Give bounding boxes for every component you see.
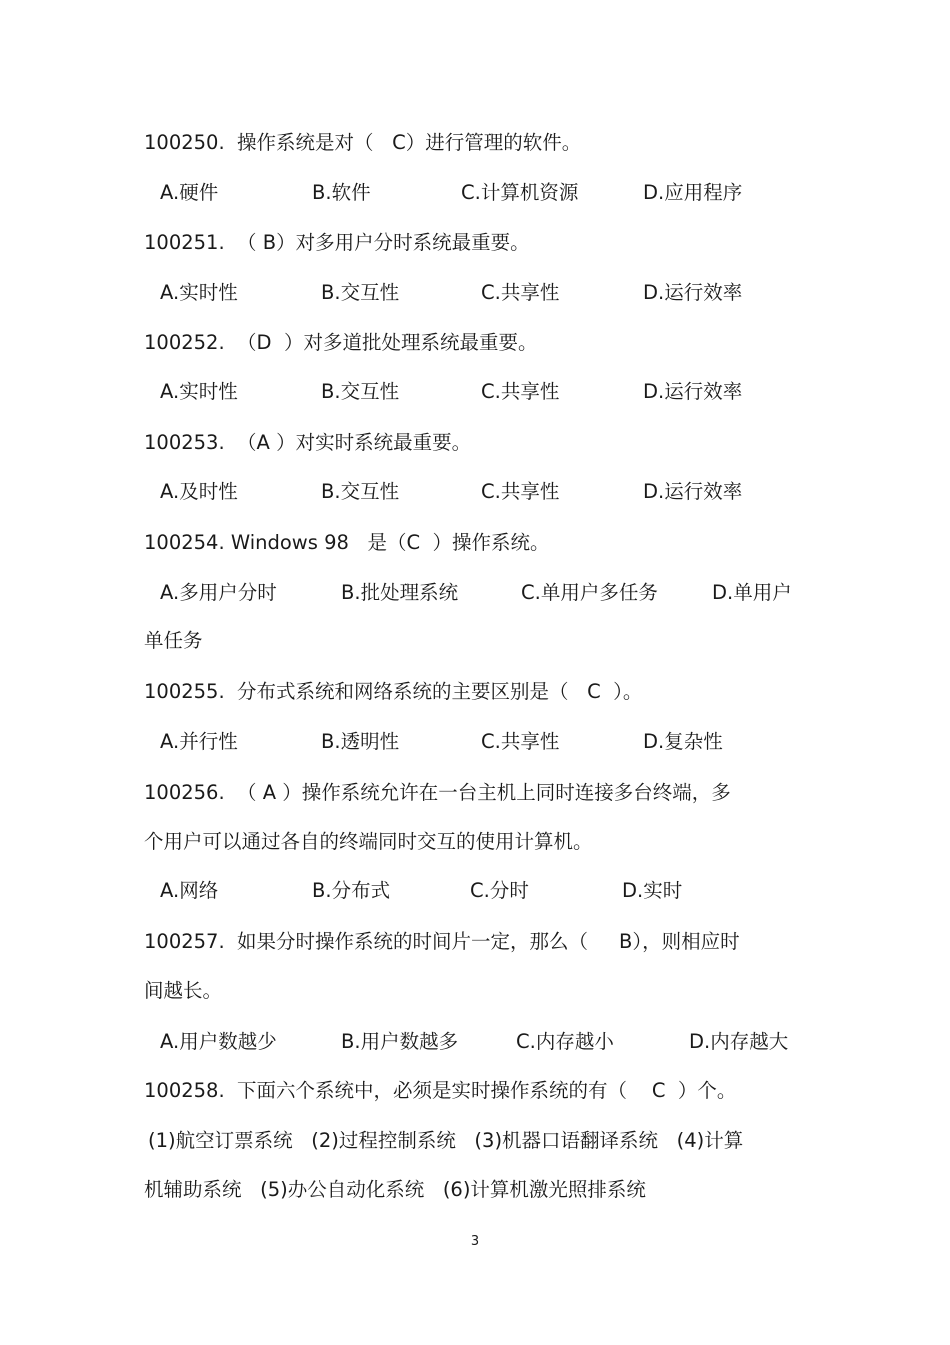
question-100256-option-c: C.分时 xyxy=(470,879,529,902)
question-100255-option-c: C.共享性 xyxy=(481,730,560,753)
question-100252-stem: 100252. （D ）对多道批处理系统最重要。 xyxy=(144,331,538,354)
question-100255-stem: 100255. 分布式系统和网络系统的主要区别是（ C ）。 xyxy=(144,680,643,703)
question-100252-option-b: B.交互性 xyxy=(321,380,400,403)
question-100251-option-d: D.运行效率 xyxy=(643,281,743,304)
question-100257-stem-continued: 间越长。 xyxy=(144,979,223,1002)
question-100256-stem-continued: 个用户可以通过各自的终端同时交互的使用计算机。 xyxy=(144,830,593,853)
question-100253-stem: 100253. （A ）对实时系统最重要。 xyxy=(144,431,472,454)
question-100257-option-c: C.内存越小 xyxy=(516,1030,614,1053)
question-100256-stem: 100256. （ A ）操作系统允许在一台主机上同时连接多台终端，多 xyxy=(144,781,731,804)
question-100252-option-d: D.运行效率 xyxy=(643,380,743,403)
question-100254-option-d: D.单用户 xyxy=(712,581,792,604)
question-100258-stem: 100258. 下面六个系统中，必须是实时操作系统的有（ C ）个。 xyxy=(144,1079,737,1102)
question-100253-option-d: D.运行效率 xyxy=(643,480,743,503)
question-100254-option-c: C.单用户多任务 xyxy=(521,581,658,604)
question-100255-option-d: D.复杂性 xyxy=(643,730,723,753)
question-100257-option-b: B.用户数越多 xyxy=(341,1030,459,1053)
question-100251-option-a: A.实时性 xyxy=(160,281,238,304)
question-100255-option-a: A.并行性 xyxy=(160,730,238,753)
question-100254-option-b: B.批处理系统 xyxy=(341,581,459,604)
question-100251-stem: 100251. （ B）对多用户分时系统最重要。 xyxy=(144,231,530,254)
question-100253-option-a: A.及时性 xyxy=(160,480,238,503)
question-100256-option-d: D.实时 xyxy=(622,879,683,902)
question-100251-option-b: B.交互性 xyxy=(321,281,400,304)
question-100256-option-b: B.分布式 xyxy=(312,879,391,902)
question-100255-option-b: B.透明性 xyxy=(321,730,400,753)
question-100257-option-a: A.用户数越少 xyxy=(160,1030,277,1053)
question-100253-option-c: C.共享性 xyxy=(481,480,560,503)
question-100251-option-c: C.共享性 xyxy=(481,281,560,304)
question-100252-option-a: A.实时性 xyxy=(160,380,238,403)
page-number: 3 xyxy=(470,1234,480,1249)
question-100250-option-b: B.软件 xyxy=(312,181,371,204)
question-100254-option-d-continued: 单任务 xyxy=(144,629,203,652)
question-100257-stem: 100257. 如果分时操作系统的时间片一定，那么（ B），则相应时 xyxy=(144,930,740,953)
question-100250-stem: 100250. 操作系统是对（ C）进行管理的软件。 xyxy=(144,131,582,154)
question-100253-option-b: B.交互性 xyxy=(321,480,400,503)
question-100258-items-line-2: 机辅助系统 (5)办公自动化系统 (6)计算机激光照排系统 xyxy=(144,1178,646,1201)
question-100254-option-a: A.多用户分时 xyxy=(160,581,277,604)
question-100258-items-line-1: (1)航空订票系统 (2)过程控制系统 (3)机器口语翻译系统 (4)计算 xyxy=(148,1129,744,1152)
question-100254-stem: 100254. Windows 98 是（C ）操作系统。 xyxy=(144,531,550,554)
question-100250-option-a: A.硬件 xyxy=(160,181,219,204)
question-100250-option-d: D.应用程序 xyxy=(643,181,743,204)
question-100257-option-d: D.内存越大 xyxy=(689,1030,789,1053)
question-100250-option-c: C.计算机资源 xyxy=(461,181,579,204)
question-100256-option-a: A.网络 xyxy=(160,879,219,902)
question-100252-option-c: C.共享性 xyxy=(481,380,560,403)
